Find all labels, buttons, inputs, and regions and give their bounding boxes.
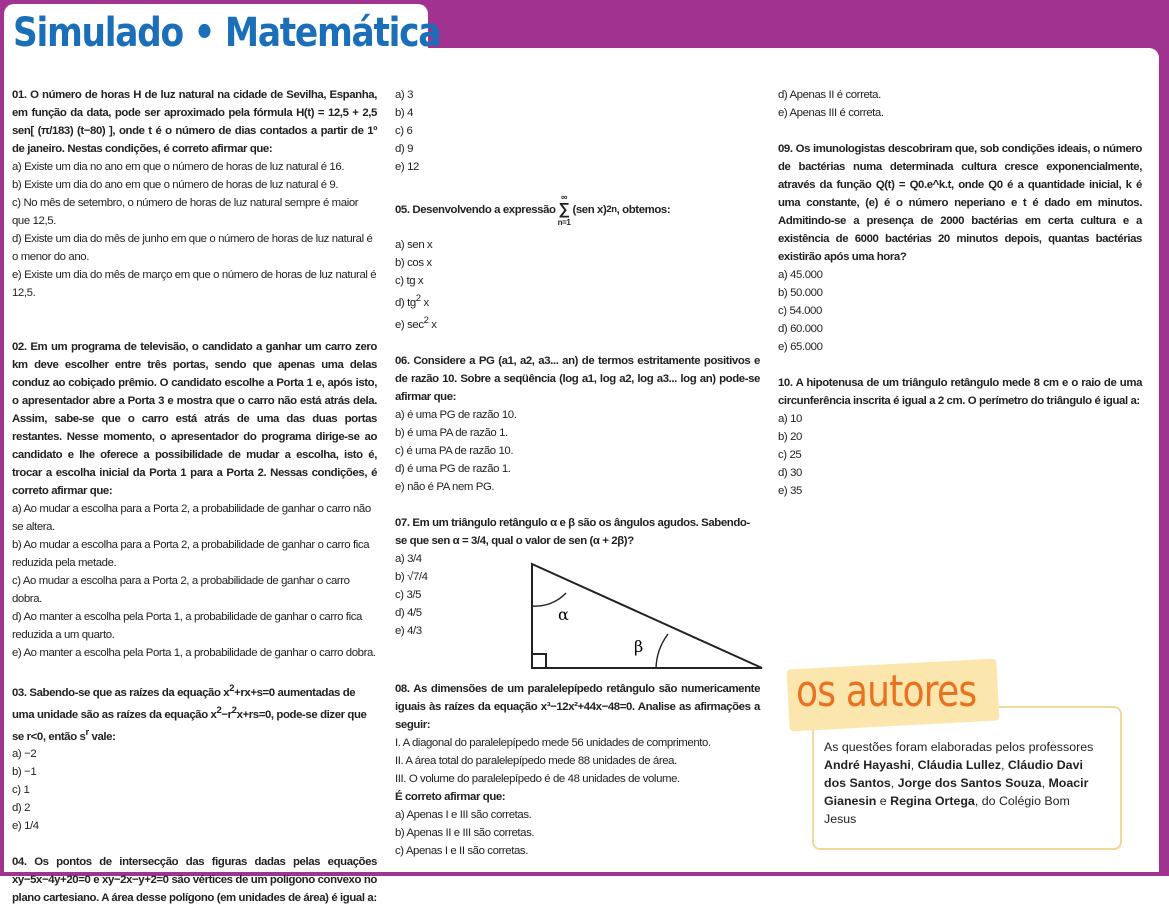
q05-stem: 05. Desenvolvendo a expressão ∞ ∑ n=1 (sen x) 2n , obtemos: [395, 192, 671, 227]
autores-title: os autores [796, 666, 977, 717]
q02-option-e: e) Ao manter a escolha pela Porta 1, a probabilidade de ganhar o carro dobra. [12, 647, 376, 659]
q08-stem: 08. As dimensões de um paralelepípedo retângulo são numericamente iguais às raízes da equação x³−12x²+44x−48=0. Analise as afirmações a seguir: [395, 682, 760, 731]
q04-option-d: d) 9 [395, 143, 414, 155]
q06-option-d: d) é uma PG de razão 1. [395, 462, 511, 475]
q03-stem: 03. Sabendo-se que as raízes da equação $x^2+rx+s=0$ aumentadas de uma unidade são as raízes da equação $x^2-r^2x+rs=0$, pode-se dizer que se r<0, então $s^r$ vale: [12, 683, 367, 743]
column-1 [12, 86, 377, 907]
q08-option-b: b) Apenas II e III são corretas. [395, 826, 535, 839]
q03-option-a: a) −2 [12, 748, 37, 761]
q05-option-c: c) tg x [395, 275, 424, 287]
q05-option-e: e) $\sec^2 x$ [395, 314, 437, 331]
q01-option-e: e) Existe um dia do mês de março em que o número de horas de luz natural é 12,5. [12, 269, 377, 299]
q07-option-e: e) 4/3 [395, 624, 422, 637]
q10-option-c: c) 25 [778, 449, 802, 461]
q06-stem: 06. Considere a PG (a1, a2, a3... an) de termos estritamente positivos e de razão 10. Sobre a seqüência (log a1, log a2, log a3... log an) pode-se afirmar que: [395, 354, 760, 403]
q05-option-b: b) cos x [395, 257, 432, 269]
q09-option-e: e) 65.000 [778, 341, 823, 353]
q04-option-a: a) 3 [395, 89, 414, 101]
q08-statement-ii: II. A área total do paralelepípedo mede 88 unidades de área. [395, 754, 677, 767]
q07-option-d: d) 4/5 [395, 606, 422, 619]
q01-option-c: c) No mês de setembro, o número de horas de luz natural sempre é maior que 12,5. [12, 197, 359, 227]
q05-option-a: a) sen x [395, 239, 433, 251]
q01-option-a: a) Existe um dia no ano em que o número de horas de luz natural é 16. [12, 161, 345, 173]
q08-option-e: e) Apenas III é correta. [778, 107, 884, 119]
q01-option-b: b) Existe um dia do ano em que o número de horas de luz natural é 9. [12, 179, 339, 191]
page-title: Simulado • Matemática [13, 10, 441, 56]
q08-option-d: d) Apenas II é correta. [778, 89, 881, 101]
q07-stem: 07. Em um triângulo retângulo α e β são os ângulos agudos. Sabendo-se que sen α = 3/4, qual o valor de sen (α + 2β)? [395, 516, 750, 547]
alpha-label: α [558, 605, 569, 624]
q09-option-c: c) 54.000 [778, 305, 822, 317]
q03-option-c: c) 1 [12, 784, 30, 797]
q04-option-e: e) 12 [395, 161, 419, 173]
q08-option-c: c) Apenas I e II são corretas. [395, 844, 528, 857]
beta-arc [656, 634, 668, 668]
q02-option-c: c) Ao mudar a escolha para a Porta 2, a probabilidade de ganhar o carro dobra. [12, 575, 350, 605]
q08-lead: É correto afirmar que: [395, 790, 506, 803]
q10-option-a: a) 10 [778, 413, 802, 425]
q04-option-c: c) 6 [395, 125, 413, 137]
q08-statement-i: I. A diagonal do paralelepípedo mede 56 unidades de comprimento. [395, 736, 711, 749]
q07-option-b: b) √7/4 [395, 570, 428, 583]
q10-option-b: b) 20 [778, 431, 802, 443]
q09-option-a: a) 45.000 [778, 269, 823, 281]
q09-option-b: b) 50.000 [778, 287, 823, 299]
beta-label: β [634, 637, 644, 656]
q10-stem: 10. A hipotenusa de um triângulo retângulo mede 8 cm e o raio de uma circunferência inscrita é igual a 2 cm. O perímetro do triângulo é igual a: [778, 377, 1142, 407]
q03-option-e: e) 1/4 [12, 820, 39, 833]
q04-stem: 04. Os pontos de intersecção das figuras dadas pelas equações xy−5x−4y+20=0 e xy−2x−y+2=0 são vértices de um polígono convexo no plano cartesiano. A área desse polígono (em unidades de área) é igual a: [12, 856, 377, 905]
autores-text: As questões foram elaboradas pelos professores André Hayashi, Cláudia Lullez, Cláudio Davi dos Santos, Jorge dos Santos Souza, Moacir Gianesin e Regina Ortega, do Colégio Bom Jesus [824, 740, 1094, 826]
q07-option-c: c) 3/5 [395, 588, 422, 601]
q08-option-a: a) Apenas I e III são corretas. [395, 808, 532, 821]
q09-stem: 09. Os imunologistas descobriram que, sob condições ideais, o número de bactérias numa determinada cultura cresce exponencialmente, através da função Q(t) = Q0.e^k.t, onde Q0 é a quantidade inicial, k é uma constante, (e) é o número neperiano e t é dado em minutos. Admitindo-se a presença de 2000 bactérias em certa cultura e a existência de 6000 bactérias 20 minutos depois, quantas bactérias existirão após uma hora? [778, 143, 1142, 263]
right-angle-marker [532, 654, 546, 668]
q01-stem: 01. O número de horas H de luz natural na cidade de Sevilha, Espanha, em função da data, pode ser aproximado pela fórmula H(t) = 12,5 + 2,5 sen[ (π/183) (t−80) ], onde t é o número de dias contados a partir de 1º de janeiro. Nestas condições, é correto afirmar que: [12, 89, 377, 155]
q07-option-a: a) 3/4 [395, 552, 422, 565]
q08-statement-iii: III. O volume do paralelepípedo é de 48 unidades de volume. [395, 772, 680, 785]
q10-option-d: d) 30 [778, 467, 802, 479]
q04-option-b: b) 4 [395, 107, 414, 119]
q02-option-b: b) Ao mudar a escolha para a Porta 2, a probabilidade de ganhar o carro fica reduzida pela metade. [12, 539, 370, 569]
q06-option-c: c) é uma PA de razão 10. [395, 444, 514, 457]
q02-option-a: a) Ao mudar a escolha para a Porta 2, a probabilidade de ganhar o carro não se altera. [12, 503, 371, 533]
q01-option-d: d) Existe um dia do mês de junho em que o número de horas de luz natural é o menor do ano. [12, 233, 373, 263]
q02-stem: 02. Em um programa de televisão, o candidato a ganhar um carro zero km deve escolher entre três portas, sendo que apenas uma delas conduz ao cobiçado prêmio. O candidato escolhe a Porta 1 e, após isto, o apresentador abre a Porta 3 e mostra que o carro não está atrás dela. Assim, sabe-se que o carro está atrás de uma das duas portas restantes. Nesse momento, o apresentador do programa dirige-se ao candidato e lhe oferece a possibilidade de mudar a escolha, isto é, trocar a escolha inicial da Porta 1 para a Porta 2. Nessas condições, é correto afirmar que: [12, 341, 377, 497]
right-triangle-figure [528, 560, 768, 672]
q06-option-a: a) é uma PG de razão 10. [395, 408, 517, 421]
q06-option-b: b) é uma PA de razão 1. [395, 426, 508, 439]
column-3 [778, 86, 1142, 500]
column-2 [395, 86, 760, 860]
q06-option-e: e) não é PA nem PG. [395, 480, 495, 493]
q05-option-d: d) $tg^2$ x [395, 293, 429, 309]
q09-option-d: d) 60.000 [778, 323, 823, 335]
q10-option-e: e) 35 [778, 485, 802, 497]
q03-option-d: d) 2 [12, 802, 31, 815]
q03-option-b: b) −1 [12, 766, 37, 779]
q02-option-d: d) Ao manter a escolha pela Porta 1, a probabilidade de ganhar o carro fica reduzida a um quarto. [12, 611, 362, 641]
